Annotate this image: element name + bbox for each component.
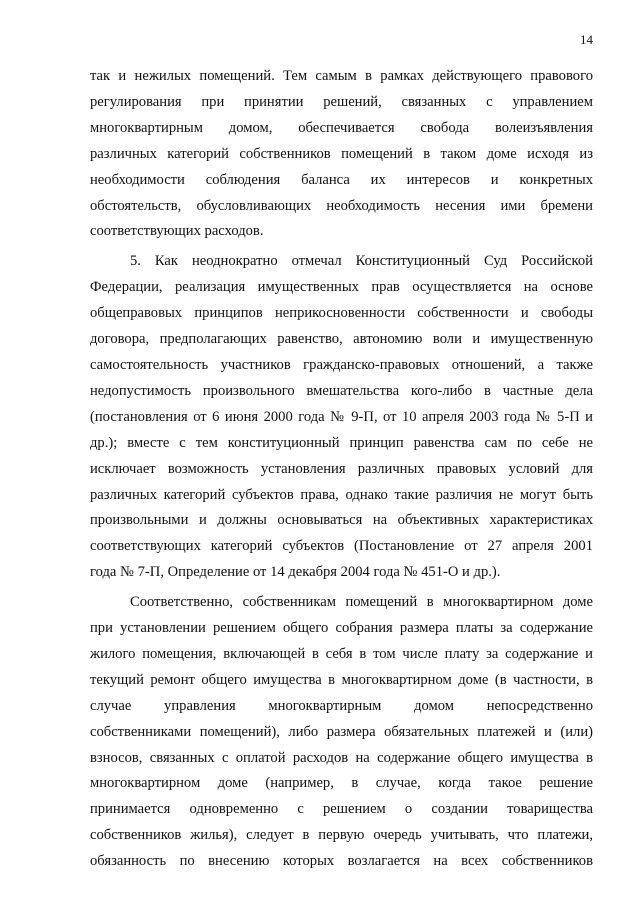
text-line: Федерации, реализация имущественных прав осуществляется на основе [90, 279, 593, 296]
text-line: так и нежилых помещений. Тем самым в рамках действующего правового [90, 68, 593, 84]
text-line: общеправовых принципов неприкосновенности собственности и свободы [90, 305, 593, 322]
text-line: произвольными и должны основываться на объективных характеристиках [90, 512, 593, 529]
paragraph-3 [90, 590, 593, 875]
text-line: принимается одновременно с решением о создании товарищества [90, 801, 593, 818]
text-line: недопустимость произвольного вмешательства кого-либо в частные дела [90, 382, 593, 399]
text-line: года № 7-П, Определение от 14 декабря 2004 года № 451-О и др.). [90, 564, 501, 581]
text-line: договора, предполагающих равенство, автономию воли и имущественную [90, 331, 593, 348]
text-line: регулирования при принятии решений, связанных с управлением [90, 93, 593, 110]
text-line: исключает возможность установления различных правовых условий для [90, 460, 593, 477]
text-line: соответствующих расходов. [90, 223, 264, 240]
text-line: различных категорий субъектов права, однако такие различия не могут быть [90, 486, 593, 503]
text-line: соответствующих категорий субъектов (Постановление от 27 апреля 2001 [90, 538, 593, 555]
text-line: многоквартирным домом, обеспечивается свобода волеизъявления [90, 119, 593, 136]
paragraph-1 [90, 64, 593, 245]
page-number: 14 [580, 32, 593, 47]
text-line: взносов, связанных с оплатой расходов на содержание общего имущества в [90, 749, 593, 766]
text-line: (постановления от 6 июня 2000 года № 9-П, от 10 апреля 2003 года № 5-П и [90, 408, 593, 425]
text-line: собственниками помещений), либо размера обязательных платежей и (или) [90, 723, 593, 740]
text-line: при установлении решением общего собрания размера платы за содержание [90, 620, 593, 637]
text-line: самостоятельность участников гражданско-правовых отношений, а также [90, 356, 593, 373]
text-line: текущий ремонт общего имущества в многоквартирном доме (в частности, в [90, 671, 593, 688]
text-line: необходимости соблюдения баланса их интересов и конкретных [90, 171, 593, 188]
text-line: случае управления многоквартирным домом непосредственно [90, 697, 593, 714]
text-line: многоквартирном доме (например, в случае, когда такое решение [90, 775, 593, 792]
text-line: жилого помещения, включающей в себя в том числе плату за содержание и [90, 645, 593, 662]
text-line: Соответственно, собственникам помещений в многоквартирном доме [130, 594, 593, 611]
text-line: др.); вместе с тем конституционный принцип равенства сам по себе не [90, 434, 593, 451]
text-line: различных категорий собственников помещений в таком доме исходя из [90, 145, 593, 162]
document-body [90, 64, 593, 875]
text-line: собственников жилья), следует в первую очередь учитывать, что платежи, [90, 827, 593, 844]
text-line: 5. Как неоднократно отмечал Конституционный Суд Российской [130, 253, 593, 270]
paragraph-2 [90, 249, 593, 586]
text-line: обязанность по внесению которых возлагается на всех собственников [90, 853, 593, 870]
text-line: обстоятельств, обусловливающих необходимость несения ими бремени [90, 197, 593, 214]
